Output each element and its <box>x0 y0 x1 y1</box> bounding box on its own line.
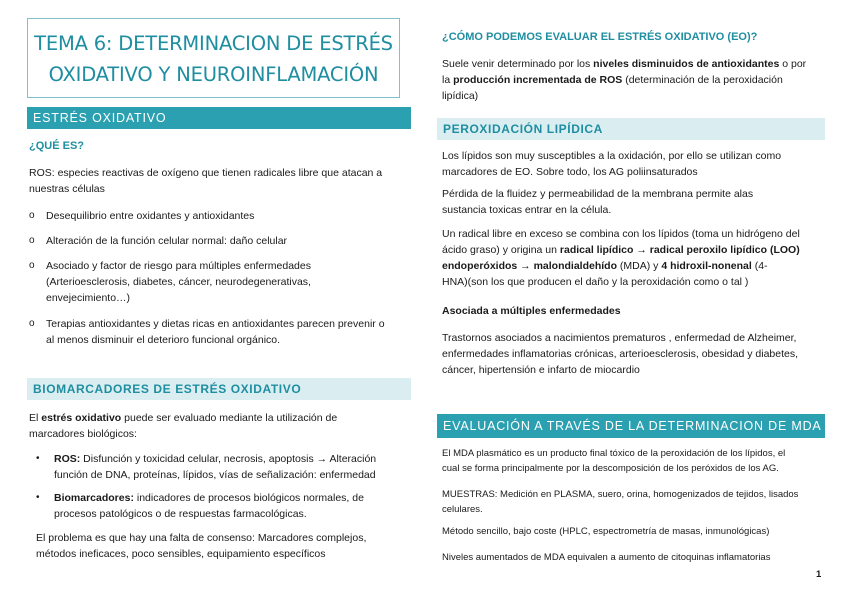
list-bullet: o <box>29 235 35 246</box>
peroxidation-p2-line-2: sustancia toxicas entrar en la célula. <box>442 204 612 216</box>
mda-samples-line-1: MUESTRAS: Medición en PLASMA, suero, orina, homogenizados de tejidos, lisados <box>442 489 799 500</box>
intro-line-1: ROS: especies reactivas de oxígeno que tienen radicales libre que atacan a <box>29 167 383 179</box>
eval-line-2: la producción incrementada de ROS (determinación de la peroxidación <box>442 74 783 86</box>
list-item: Asociado y factor de riesgo para múltiples enfermedades <box>46 260 311 272</box>
list-item-cont: envejecimiento…) <box>46 292 131 304</box>
associated-diseases-line-1: Trastornos asociados a nacimientos prematuros , enfermedad de Alzheimer, <box>442 332 797 344</box>
list-bullet: o <box>29 210 35 221</box>
bullet-biomarcadores-cont: procesos patológicos o de respuestas farmacológicas. <box>54 508 307 520</box>
title-box <box>27 18 400 98</box>
question-heading: ¿CÓMO PODEMOS EVALUAR EL ESTRÉS OXIDATIVO (EO)? <box>442 31 758 43</box>
section-heading-peroxidacion: PEROXIDACIÓN LIPÍDICA <box>437 118 825 140</box>
section-heading-biomarcadores: BIOMARCADORES DE ESTRÉS OXIDATIVO <box>27 378 411 400</box>
bullet-dot: • <box>36 492 40 503</box>
bullet-ros: ROS: Disfunción y toxicidad celular, necrosis, apoptosis → Alteración <box>54 453 377 465</box>
title-line-1: TEMA 6: DETERMINACION DE ESTRÉS <box>34 32 393 55</box>
list-item-cont: (Arterioesclerosis, diabetes, cáncer, neurodegenerativas, <box>46 276 311 288</box>
eval-line-3: lipídica) <box>442 90 479 102</box>
peroxidation-p3-line-1: Un radical libre en exceso se combina con los lípidos (toma un hidrógeno del <box>442 228 800 240</box>
peroxidation-p1-line-1: Los lípidos son muy susceptibles a la oxidación, por ello se utilizan como <box>442 150 782 162</box>
associated-diseases-line-3: cáncer, hipertensión e infarto de miocardio <box>442 364 640 376</box>
page-number: 1 <box>816 569 822 580</box>
list-bullet: o <box>29 260 35 271</box>
eval-line-1: Suele venir determinado por los niveles disminuidos de antioxidantes o por <box>442 58 807 70</box>
section-heading-estres-oxidativo: ESTRÉS OXIDATIVO <box>27 107 411 129</box>
peroxidation-p1-line-2: marcadores de EO. Sobre todo, los AG poliinsaturados <box>442 166 698 178</box>
mda-levels: Niveles aumentados de MDA equivalen a aumento de citoquinas inflamatorias <box>442 552 771 563</box>
problem-line-2: métodos ineficaces, poco sensibles, equipamiento específicos <box>36 548 326 560</box>
subheading-que-es: ¿QUÉ ES? <box>29 140 85 152</box>
peroxidation-p3-line-2: ácido graso) y origina un radical lipídico → radical peroxilo lipídico (LOO) <box>442 244 800 256</box>
peroxidation-p2-line-1: Pérdida de la fluidez y permeabilidad de la membrana permite alas <box>442 188 754 200</box>
biomarker-intro-line-2: marcadores biológicos: <box>29 428 137 440</box>
mda-p1-line-2: cual se forma principalmente por la descomposición de los peróxidos de los AG. <box>442 463 779 474</box>
bullet-biomarcadores: Biomarcadores: indicadores de procesos biológicos normales, de <box>54 492 364 504</box>
bullet-ros-cont: función de DNA, proteínas, lípidos, vías de señalización: enfermedad <box>54 469 376 481</box>
peroxidation-p3-line-3: endoperóxidos → malondialdehído (MDA) y 4 hidroxil-nonenal (4- <box>442 260 768 272</box>
biomarker-intro-line-1: El estrés oxidativo puede ser evaluado mediante la utilización de <box>29 412 338 424</box>
intro-line-2: nuestras células <box>29 183 105 195</box>
list-item: Terapias antioxidantes y dietas ricas en antioxidantes parecen prevenir o <box>46 318 385 330</box>
associated-diseases-title: Asociada a múltiples enfermedades <box>442 305 621 317</box>
title-line-2: OXIDATIVO Y NEUROINFLAMACIÓN <box>48 63 379 86</box>
problem-line-1: El problema es que hay una falta de consenso: Marcadores complejos, <box>36 532 367 544</box>
list-item: Desequilibrio entre oxidantes y antioxidantes <box>46 210 255 222</box>
list-bullet: o <box>29 318 35 329</box>
section-heading-mda: EVALUACIÓN A TRAVÉS DE LA DETERMINACION DE MDA <box>437 414 825 438</box>
mda-p1-line-1: El MDA plasmático es un producto final tóxico de la peroxidación de los lípidos, el <box>442 448 786 459</box>
mda-samples-line-2: celulares. <box>442 504 483 515</box>
associated-diseases-line-2: enfermedades inflamatorias crónicas, arterioesclerosis, obesidad y diabetes, <box>442 348 799 360</box>
mda-method: Método sencillo, bajo coste (HPLC, espectrometría de masas, inmunológicas) <box>442 526 770 537</box>
bullet-dot: • <box>36 453 40 464</box>
peroxidation-p3-line-4: HNA)(son los que producen el daño y la peroxidación como o tal ) <box>442 276 749 288</box>
list-item: Alteración de la función celular normal: daño celular <box>46 235 288 247</box>
list-item-cont: al menos disminuir el deterioro funcional orgánico. <box>46 334 281 346</box>
